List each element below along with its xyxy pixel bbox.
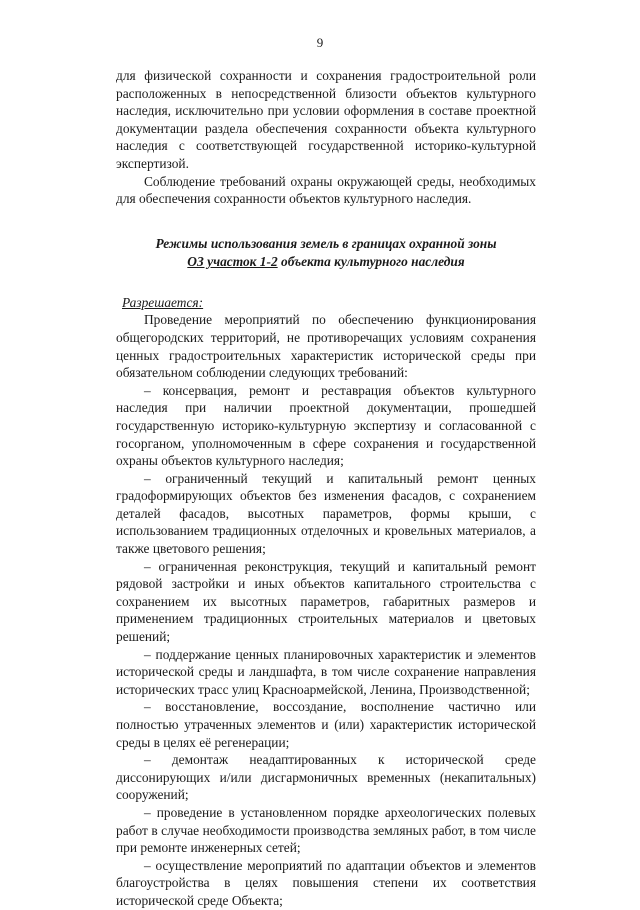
- list-item: – восстановление, воссоздание, восполнение частично или полностью утраченных элементов и (или) характеристик исторической среды в целях её регенерации;: [116, 699, 536, 750]
- list-item: – консервация, ремонт и реставрация объектов культурного наследия при наличии проектной документации, прошедшей государственную историко-культурную экспертизу и согласованной с госорганом, уполномоченным в сфере сохранения и государственной охраны объектов культурного наследия;: [116, 382, 536, 469]
- list-item: – демонтаж неадаптированных к исторической среде диссонирующих и/или дисгармоничных временных (некапитальных) сооружений;: [116, 752, 536, 803]
- list-item: – проведение в установленном порядке археологических полевых работ в случае необходимости производства земляных работ, в том числе при ремонте инженерных сетей;: [116, 804, 536, 856]
- section-title-line-2-rest: объекта культурного наследия: [277, 253, 465, 269]
- zone-code: ОЗ участок 1-2: [187, 253, 278, 269]
- section-title-line-1: Режимы использования земель в границах охранной зоны: [155, 235, 497, 251]
- list-item: – ограниченная реконструкция, текущий и капитальный ремонт рядовой застройки и иных объектов капитального строительства с сохранением их высотных параметров, габаритных размеров и применением традиционных строительных материалов и цветовых решений;: [116, 558, 536, 645]
- document-body: [116, 67, 536, 910]
- intro-paragraph-environment: Соблюдение требований охраны окружающей среды, необходимых для обеспечения сохранности объектов культурного наследия.: [116, 173, 536, 207]
- list-item: – осуществление мероприятий по адаптации объектов и элементов благоустройства в целях повышения степени их соответствия исторической среде Объекта;: [116, 857, 536, 908]
- list-item: – поддержание ценных планировочных характеристик и элементов исторической среды и ландшафта, в том числе сохранение направления исторических трасс улиц Красноармейской, Ленина, Производственной;: [116, 646, 536, 697]
- intro-paragraph-continuation: для физической сохранности и сохранения градостроительной роли расположенных в непосредственной близости объектов культурного наследия, исключительно при условии оформления в составе проектной документации раздела обеспечения сохранности объекта культурного наследия с соответствующей государственной историко-культурной экспертизой.: [116, 68, 536, 171]
- allowed-label: Разрешается:: [122, 294, 204, 310]
- section-title-line-2: [116, 253, 536, 271]
- allowed-intro: Проведение мероприятий по обеспечению функционирования общегородских территорий, не противоречащих условиям сохранения ценных градостроительных характеристик исторической среды при обязательном соблюдении следующих требований:: [116, 312, 536, 381]
- page-number: 9: [316, 35, 324, 50]
- section-title: [116, 235, 536, 271]
- list-item: – ограниченный текущий и капитальный ремонт ценных градоформирующих объектов без изменения фасадов, с сохранением деталей фасадов, высотных параметров, формы крыши, с использованием традиционных отделочных и кровельных материалов, а также цветового решения;: [116, 470, 536, 557]
